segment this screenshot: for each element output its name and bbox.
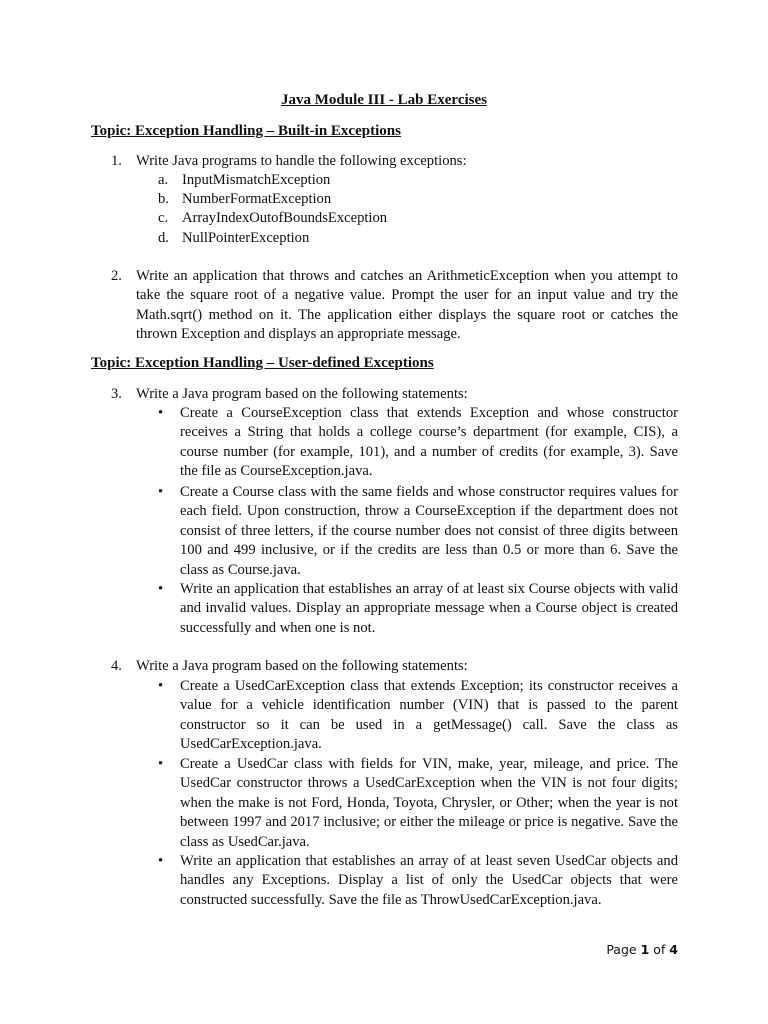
- bullet-icon: •: [158, 405, 164, 421]
- bullet-icon: •: [158, 756, 164, 772]
- document-title: Java Module III - Lab Exercises: [281, 92, 487, 108]
- question-2: [111, 267, 678, 345]
- bullet-item: [158, 580, 678, 638]
- list-item: [158, 229, 309, 248]
- item-label: a.: [158, 172, 169, 188]
- bullet-icon: •: [158, 678, 164, 694]
- question-number: 3.: [111, 386, 122, 402]
- bullet-item: [158, 852, 678, 910]
- list-item: [158, 209, 387, 228]
- bullet-text: Create a UsedCar class with fields for VIN, make, year, mileage, and price. The UsedCar constructor throws a UsedCarException when the VIN is not four digits; when the make is not Ford, Honda, Toyota, Chrysler, or Other; when the year is not between 1997 and 2017 inclusive; or either the mileage or price is negative. Save the class as UsedCar.java.: [180, 756, 678, 850]
- bullet-text: Create a CourseException class that extends Exception and whose constructor receives a String that holds a college course’s department (for example, CIS), a course number (for example, 101), and a number of credits (for example, 3). Save the file as CourseException.java.: [180, 405, 678, 480]
- item-label: c.: [158, 210, 169, 226]
- question-4: [111, 657, 678, 676]
- bullet-text: Write an application that establishes an array of at least six Course objects with valid and invalid values. Display an appropriate message when a Course object is created successfully and when one is not.: [180, 581, 678, 636]
- bullet-text: Create a UsedCarException class that extends Exception; its constructor receives a value for a vehicle identification number (VIN) that is passed to the parent constructor so it can be used in a getMessage() call. Save the class as UsedCarException.java.: [180, 678, 678, 753]
- item-label: d.: [158, 230, 169, 246]
- question-1: [111, 152, 678, 171]
- topic-heading-builtin: Topic: Exception Handling – Built-in Exceptions: [91, 123, 401, 139]
- list-item: [158, 171, 330, 190]
- bullet-item: [158, 483, 678, 580]
- item-text: InputMismatchException: [182, 172, 331, 188]
- question-text: Write Java programs to handle the following exceptions:: [136, 153, 467, 169]
- current-page: 1: [640, 942, 650, 957]
- topic-heading-user-defined: Topic: Exception Handling – User-defined Exceptions: [91, 355, 434, 371]
- item-text: NullPointerException: [182, 230, 310, 246]
- question-number: 2.: [111, 268, 122, 284]
- bullet-icon: •: [158, 853, 164, 869]
- bullet-icon: •: [158, 484, 164, 500]
- bullet-item: [158, 755, 678, 852]
- bullet-item: [158, 677, 678, 755]
- list-item: [158, 190, 331, 209]
- question-text: Write a Java program based on the following statements:: [136, 658, 468, 674]
- total-pages: 4: [669, 942, 678, 957]
- question-number: 4.: [111, 658, 122, 674]
- bullet-icon: •: [158, 581, 164, 597]
- question-text: Write a Java program based on the following statements:: [136, 386, 468, 402]
- question-number: 1.: [111, 153, 122, 169]
- question-3: [111, 385, 678, 404]
- of-word: of: [653, 942, 666, 957]
- item-label: b.: [158, 191, 169, 207]
- item-text: NumberFormatException: [182, 191, 332, 207]
- bullet-text: Write an application that establishes an array of at least seven UsedCar objects and handles any Exceptions. Display a list of only the UsedCar objects that were constructed successfully. Save the file as ThrowUsedCarException.java.: [180, 853, 678, 908]
- bullet-text: Create a Course class with the same fields and whose constructor requires values for each field. Upon construction, throw a CourseException if the department does not consist of three letters, if the course number does not consist of three digits between 100 and 499 inclusive, or if the credits are less than 0.5 or more than 6. Save the class as Course.java.: [180, 484, 678, 578]
- bullet-item: [158, 404, 678, 482]
- question-text: Write an application that throws and catches an ArithmeticException when you attempt to take the square root of a negative value. Prompt the user for an input value and try the Math.sqrt() method on it. The application either displays the square root or catches the thrown Exception and displays an appropriate message.: [136, 268, 678, 343]
- page-number-footer: [606, 942, 678, 957]
- item-text: ArrayIndexOutofBoundsException: [182, 210, 388, 226]
- page-word: Page: [606, 942, 637, 957]
